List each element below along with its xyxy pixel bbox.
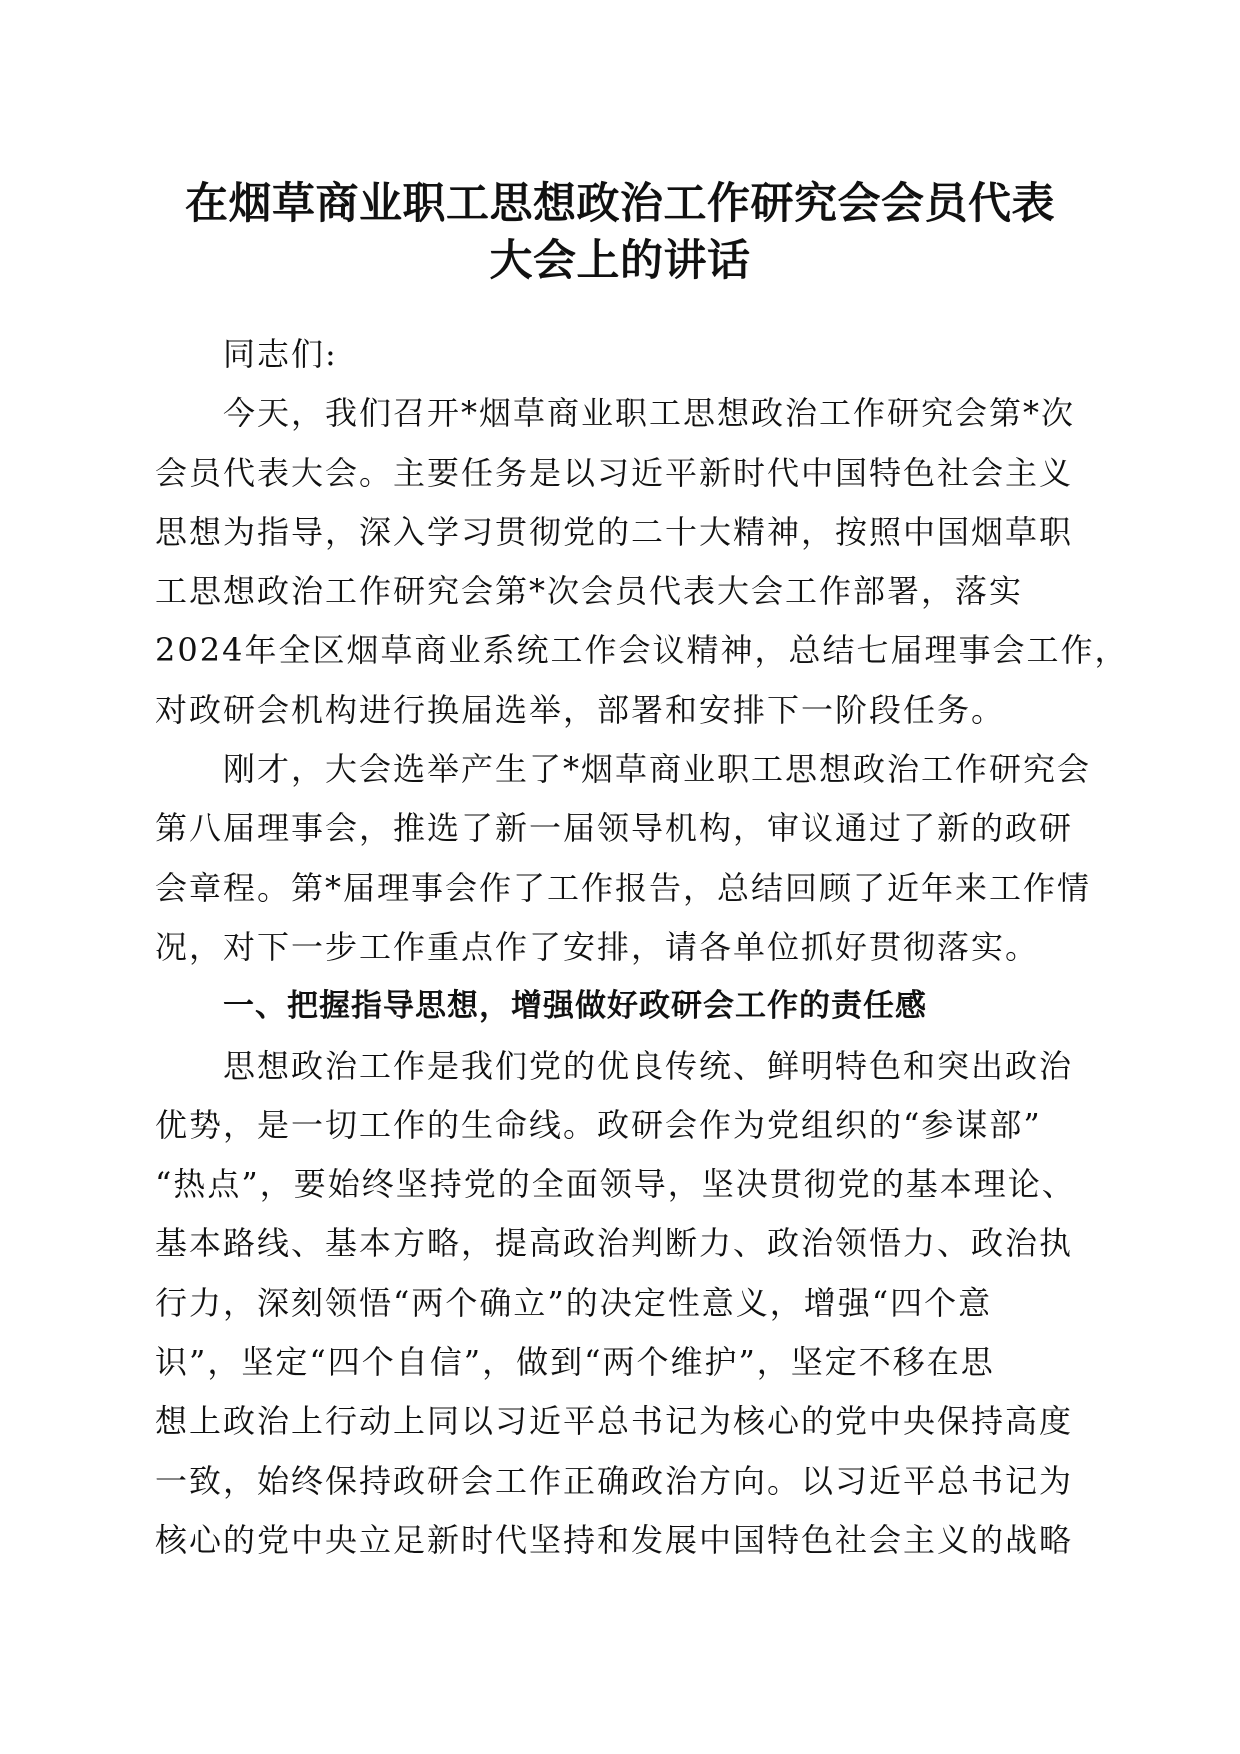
- salutation: 同志们:: [223, 335, 338, 373]
- paragraph-2-line-2: 第八届理事会，推选了新一届领导机构，审议通过了新的政研: [155, 809, 1074, 848]
- paragraph-2-line-1: 刚才，大会选举产生了*烟草商业职工思想政治工作研究会: [223, 750, 1092, 789]
- paragraph-1-line-6: 对政研会机构进行换届选举，部署和安排下一阶段任务。: [155, 690, 1006, 729]
- paragraph-3-line-3: “热点”，要始终坚持党的全面领导，坚决贯彻党的基本理论、: [155, 1165, 1076, 1204]
- paragraph-1-line-3: 思想为指导，深入学习贯彻党的二十大精神，按照中国烟草职: [155, 512, 1074, 551]
- paragraph-3-line-7: 想上政治上行动上同以习近平总书记为核心的党中央保持高度: [155, 1402, 1074, 1441]
- paragraph-1-line-4: 工思想政治工作研究会第*次会员代表大会工作部署，落实: [155, 572, 1024, 611]
- document-title: [150, 176, 1090, 290]
- document-body: [155, 325, 1129, 1570]
- title-line-1: 在烟草商业职工思想政治工作研究会会员代表: [185, 179, 1055, 229]
- paragraph-3-line-6: 识”，坚定“四个自信”，做到“两个维护”，坚定不移在思: [155, 1343, 995, 1382]
- paragraph-1-line-2: 会员代表大会。主要任务是以习近平新时代中国特色社会主义: [155, 453, 1074, 492]
- section-heading-1: 一、把握指导思想，增强做好政研会工作的责任感: [223, 988, 927, 1025]
- paragraph-3-line-2: 优势，是一切工作的生命线。政研会作为党组织的“参谋部”: [155, 1105, 1042, 1144]
- paragraph-2-line-3: 会章程。第*届理事会作了工作报告，总结回顾了近年来工作情: [155, 868, 1092, 907]
- paragraph-3-line-4: 基本路线、基本方略，提高政治判断力、政治领悟力、政治执: [155, 1224, 1074, 1263]
- paragraph-3-line-1: 思想政治工作是我们党的优良传统、鲜明特色和突出政治: [223, 1046, 1074, 1085]
- paragraph-3-line-8: 一致，始终保持政研会工作正确政治方向。以习近平总书记为: [155, 1461, 1074, 1500]
- paragraph-2-line-4: 况，对下一步工作重点作了安排，请各单位抓好贯彻落实。: [155, 927, 1040, 966]
- title-line-2: 大会上的讲话: [489, 236, 751, 286]
- paragraph-3-line-9: 核心的党中央立足新时代坚持和发展中国特色社会主义的战略: [155, 1520, 1074, 1559]
- paragraph-1-line-5: 2024年全区烟草商业系统工作会议精神，总结七届理事会工作，: [155, 631, 1129, 670]
- paragraph-3-line-5: 行力，深刻领悟“两个确立”的决定性意义，增强“四个意: [155, 1283, 993, 1322]
- paragraph-1-line-1: 今天，我们召开*烟草商业职工思想政治工作研究会第*次: [223, 394, 1076, 433]
